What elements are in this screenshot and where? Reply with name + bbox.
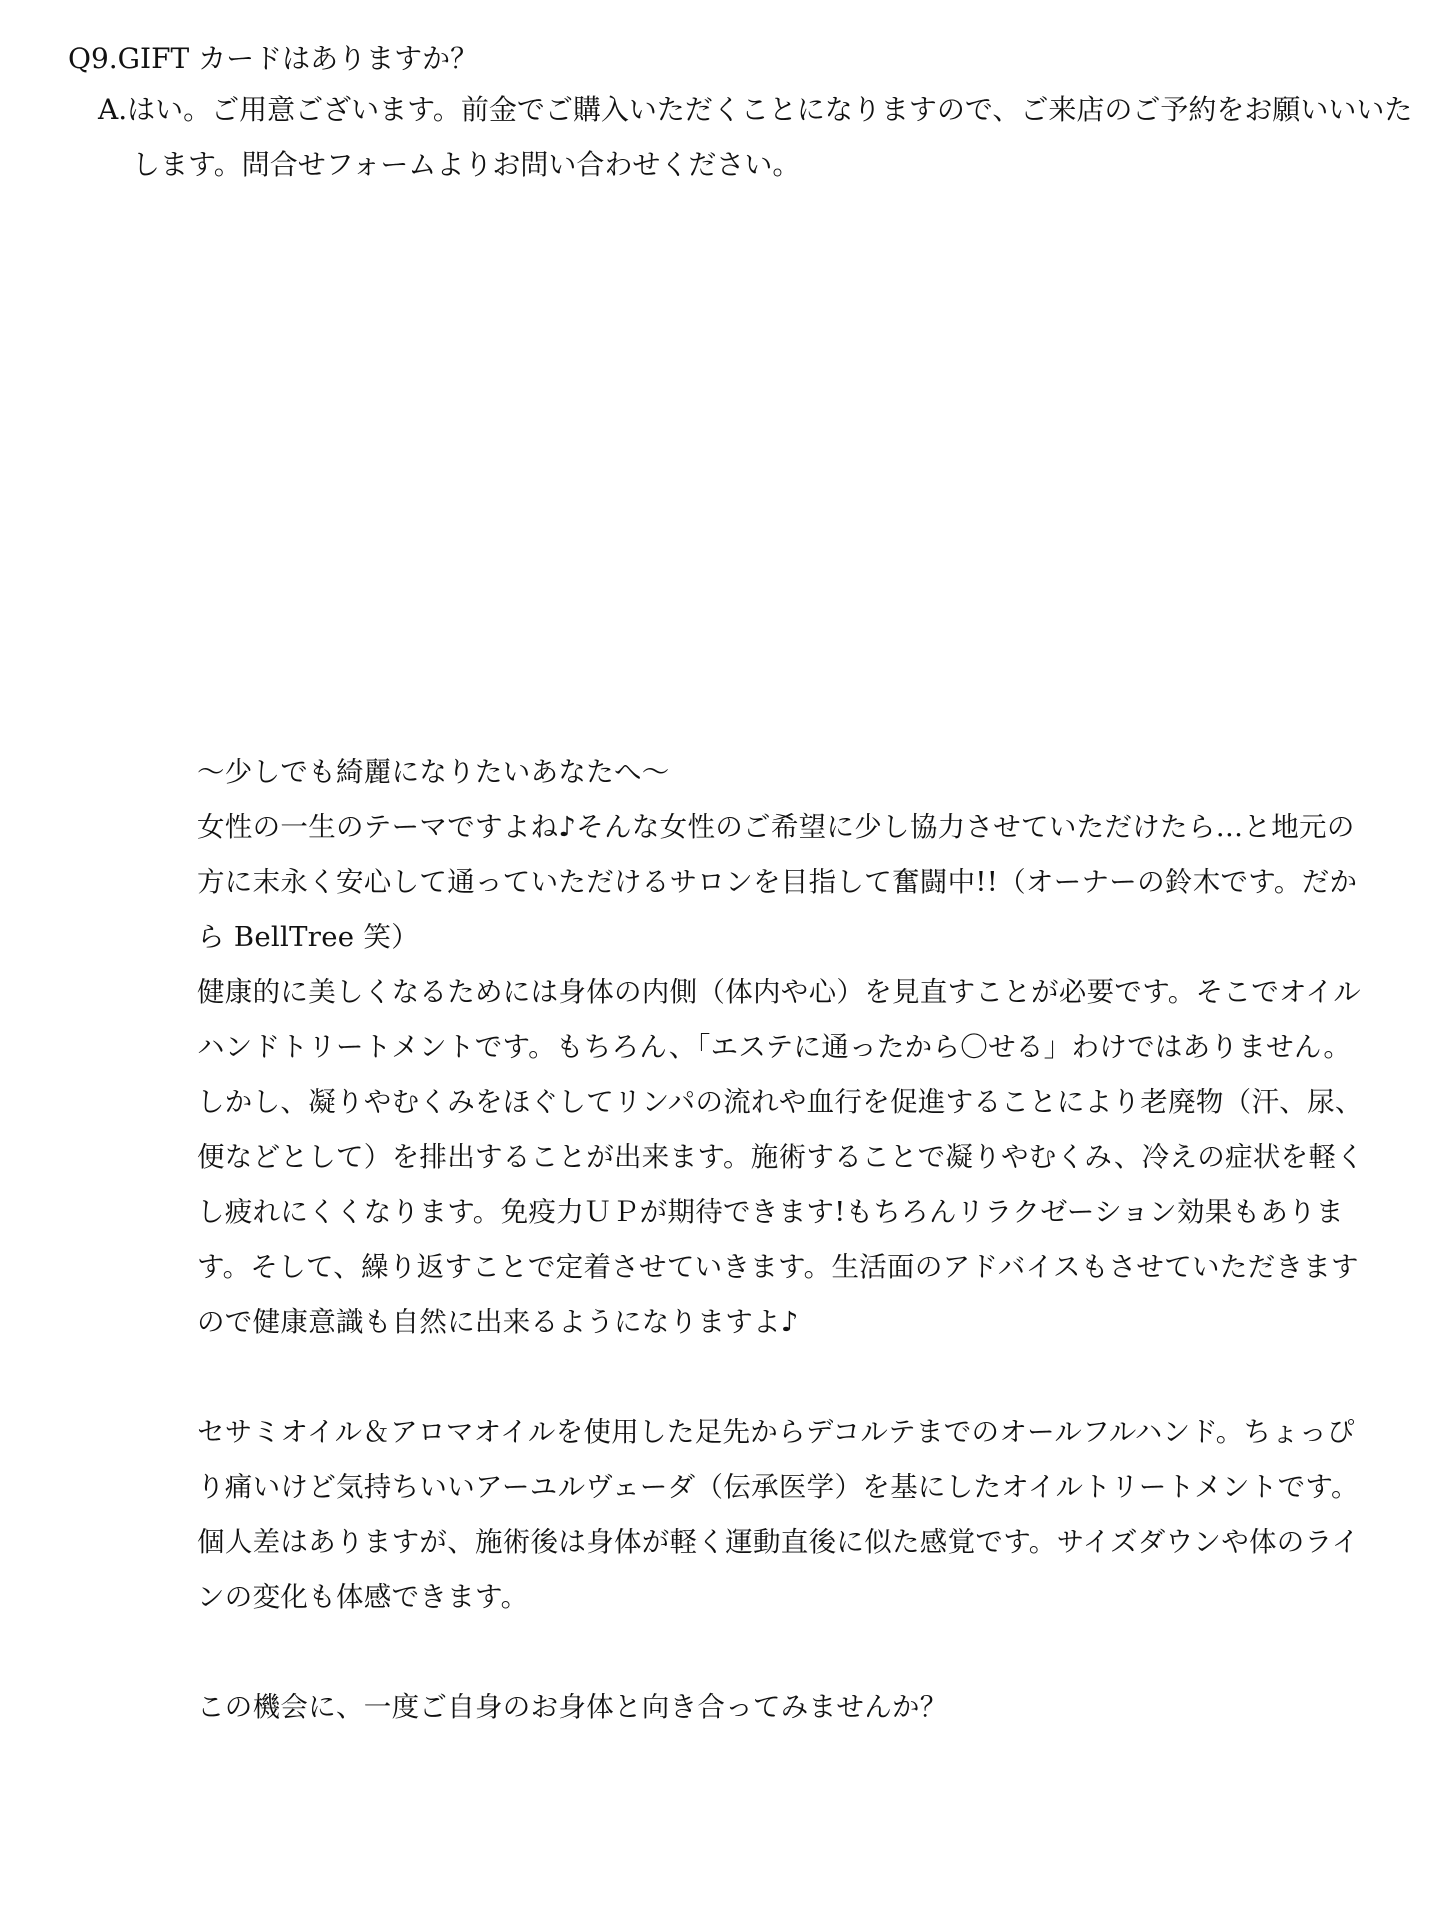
faq-answer: A.はい。ご用意ございます。前金でご購入いただくことになりますので、ご来店のご予約をお願いいいたします。問合せフォームよりお問い合わせください。 <box>98 93 1413 181</box>
faq-question: Q9.GIFT カードはありますか？ <box>68 42 479 75</box>
salon-introduction <box>197 745 1377 1735</box>
paragraph-spacer <box>197 1350 1377 1405</box>
paragraph-spacer <box>197 1625 1377 1680</box>
article-paragraph-effects: 個人差はありますが、施術後は身体が軽く運動直後に似た感覚です。サイズダウンや体のラインの変化も体感できます。 <box>197 1526 1360 1613</box>
article-paragraph-health: 健康的に美しくなるためには身体の内側（体内や心）を見直すことが必要です。そこでオイルハンドトリートメントです。もちろん、「エステに通ったから〇せる」わけではありません。しかし、凝りやむくみをほぐしてリンパの流れや血行を促進することにより老廃物（汗、尿、便などとして）を排出することが出来ます。施術することで凝りやむくみ、冷えの症状を軽くし疲れにくくなります。免疫力ＵＰが期待できます!もちろんリラクゼーション効果もあります。そして、繰り返すことで定着させていきます。生活面のアドバイスもさせていただきますので健康意識も自然に出来るようになりますよ♪ <box>197 976 1365 1338</box>
faq-section <box>68 36 1413 192</box>
article-paragraph-treatment: セサミオイル＆アロマオイルを使用した足先からデコルテまでのオールフルハンド。ちょっぴり痛いけど気持ちいいアーユルヴェーダ（伝承医学）を基にしたオイルトリートメントです。 <box>197 1416 1359 1503</box>
article-paragraph-owner: 女性の一生のテーマですよね♪そんな女性のご希望に少し協力させていただけたら…と地元の方に末永く安心して通っていただけるサロンを目指して奮闘中!!（オーナーの鈴木です。だから BellTree 笑） <box>197 811 1358 953</box>
article-heading: ～少しでも綺麗になりたいあなたへ～ <box>197 756 670 788</box>
article-paragraph-invitation: この機会に、一度ご自身のお身体と向き合ってみませんか？ <box>197 1691 948 1723</box>
